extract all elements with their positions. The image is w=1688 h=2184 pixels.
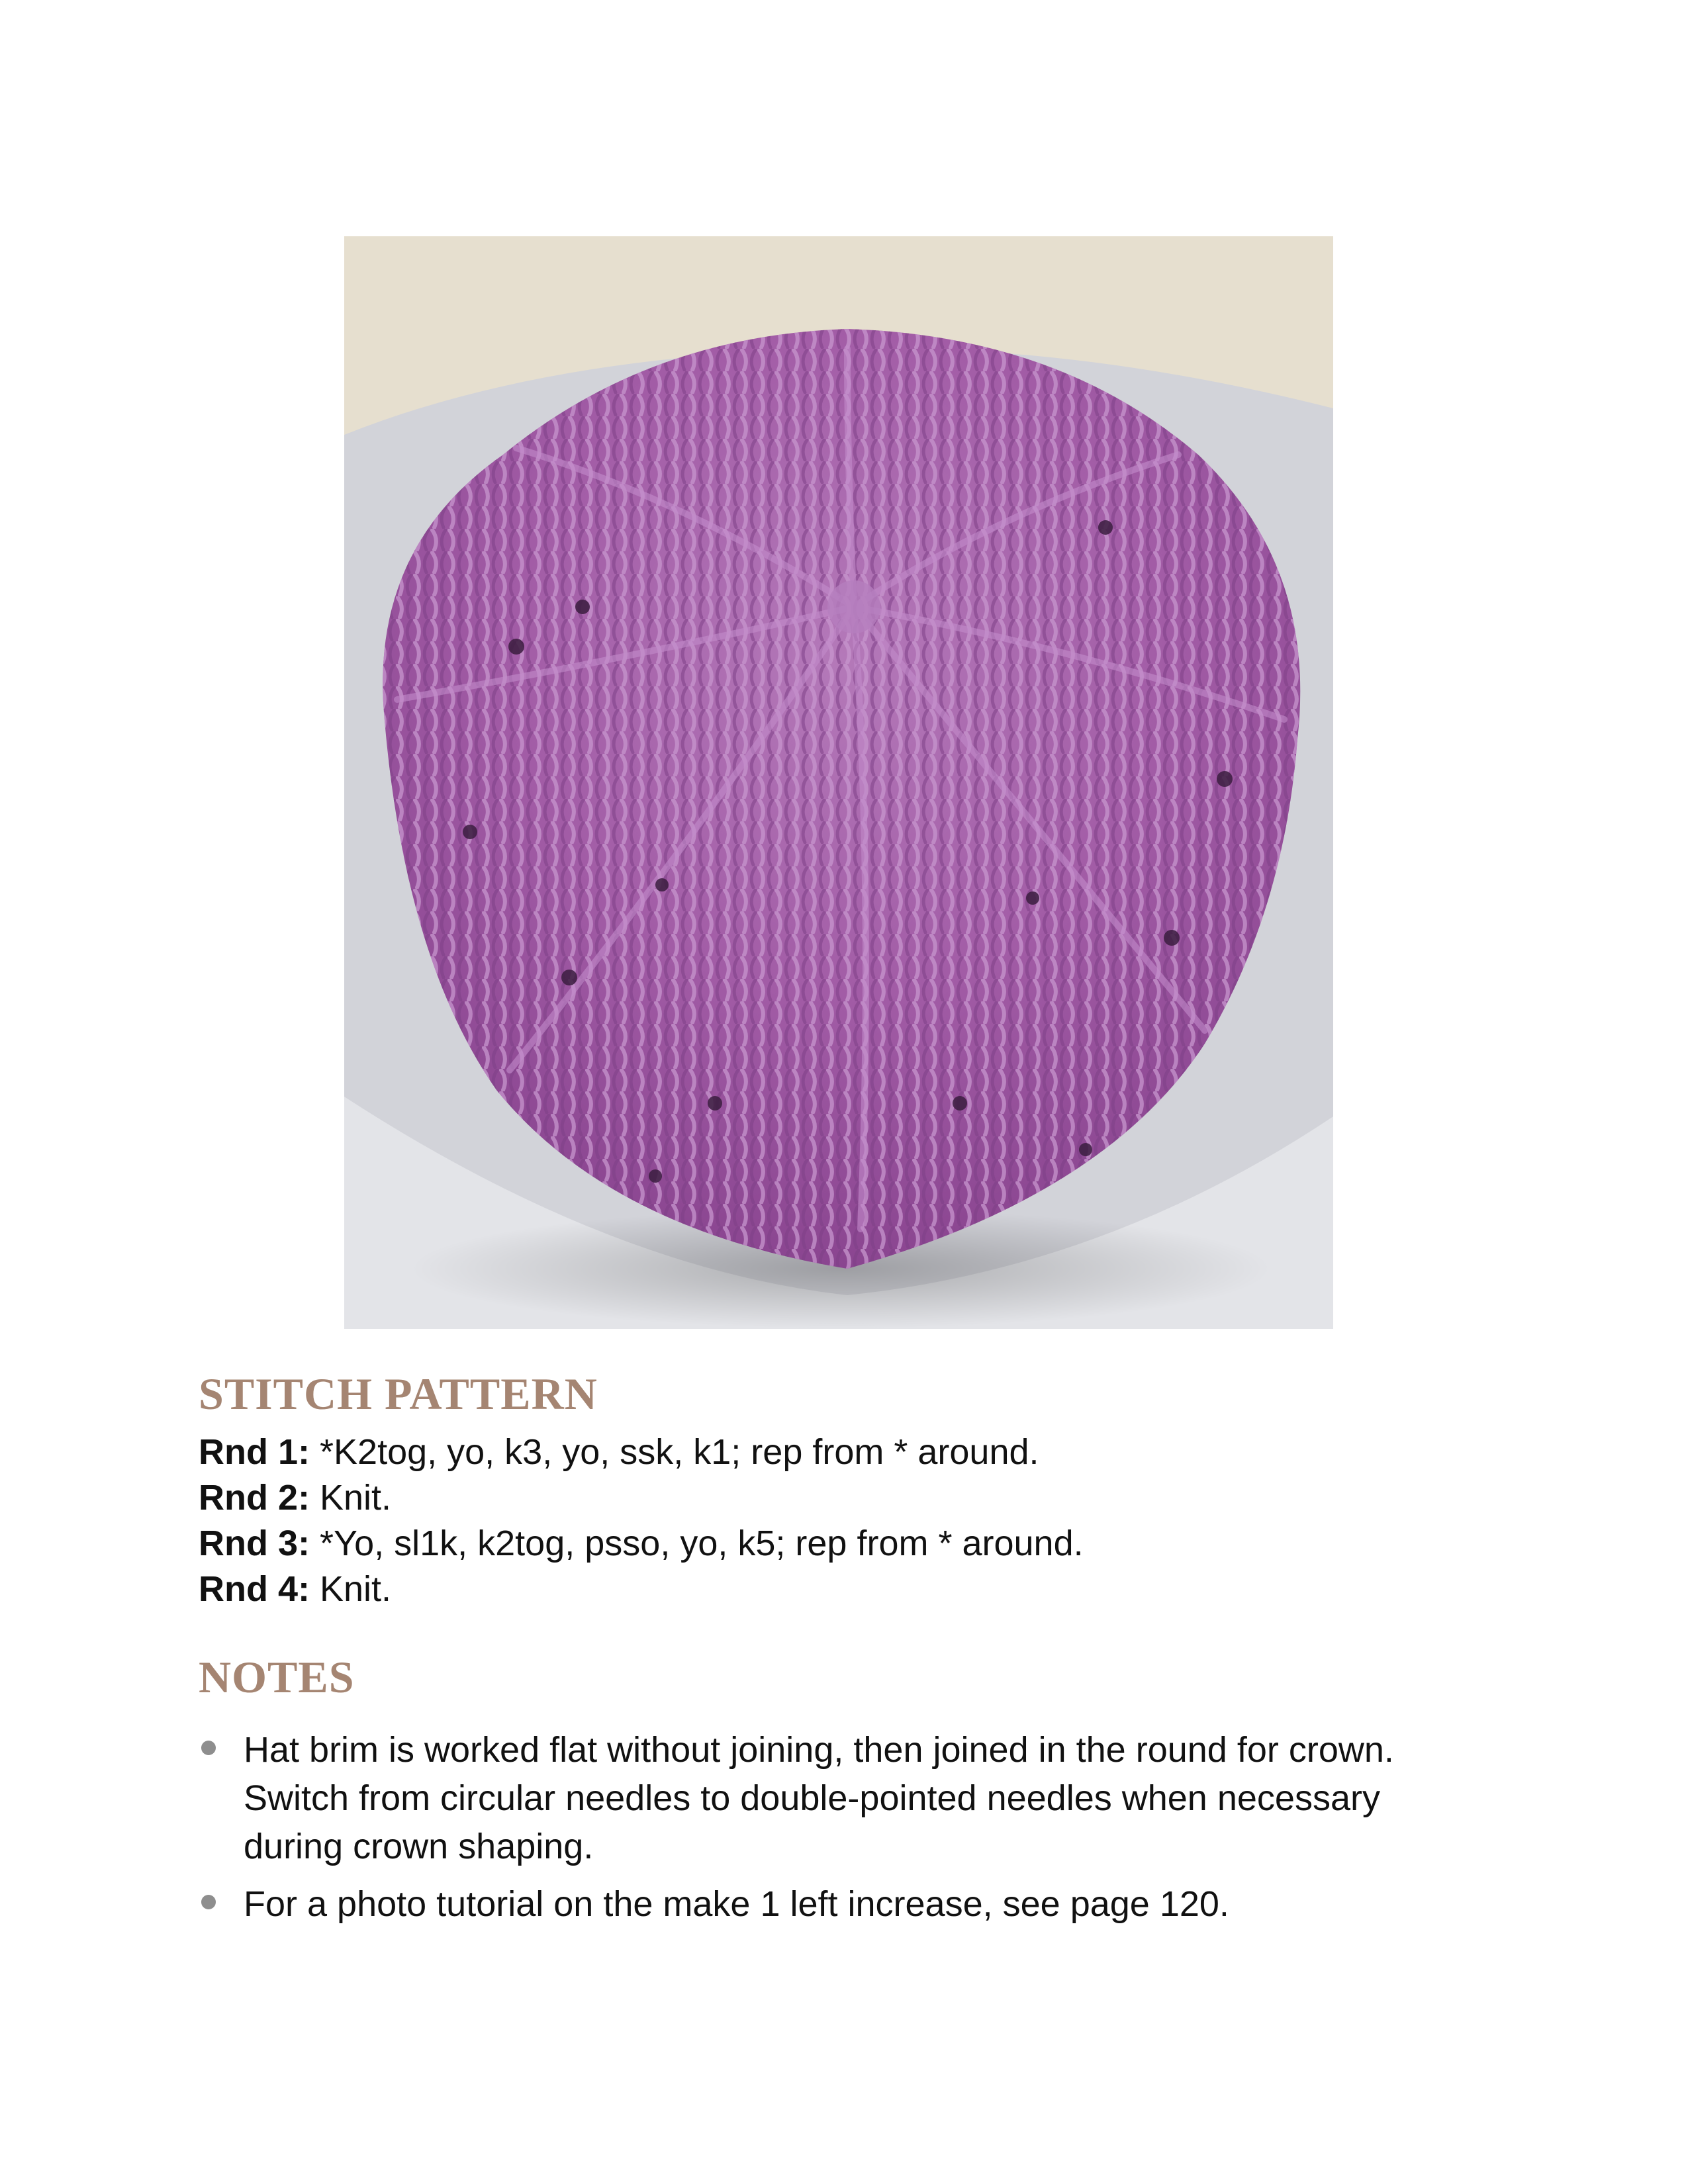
bullet-dot-icon [201,1895,216,1909]
round-label: Rnd 2: [199,1478,310,1518]
round-instruction: Knit. [310,1478,392,1518]
round-row [199,1567,1084,1612]
hat-photo [344,236,1333,1329]
list-item [199,1880,1483,1929]
crown-center [827,580,880,633]
round-label: Rnd 3: [199,1524,310,1563]
stitch-pattern-rows [199,1430,1084,1612]
round-row [199,1430,1084,1475]
round-label: Rnd 1: [199,1432,310,1472]
round-label: Rnd 4: [199,1569,310,1609]
notes-heading: NOTES [199,1652,355,1702]
round-instruction: *K2tog, yo, k3, yo, ssk, k1; rep from * around. [310,1432,1039,1472]
round-instruction: *Yo, sl1k, k2tog, psso, yo, k5; rep from * around. [310,1524,1084,1563]
list-item [199,1726,1483,1871]
notes-list [199,1726,1483,1929]
round-row [199,1475,1084,1521]
note-text: For a photo tutorial on the make 1 left increase, see page 120. [244,1884,1229,1924]
note-text: Hat brim is worked flat without joining, then joined in the round for crown. Switch from circular needles to double-pointed needles when necessary during crown shaping. [244,1730,1394,1866]
bullet-dot-icon [201,1741,216,1755]
round-row [199,1521,1084,1567]
stitch-pattern-heading: STITCH PATTERN [199,1369,598,1419]
round-instruction: Knit. [310,1569,392,1609]
